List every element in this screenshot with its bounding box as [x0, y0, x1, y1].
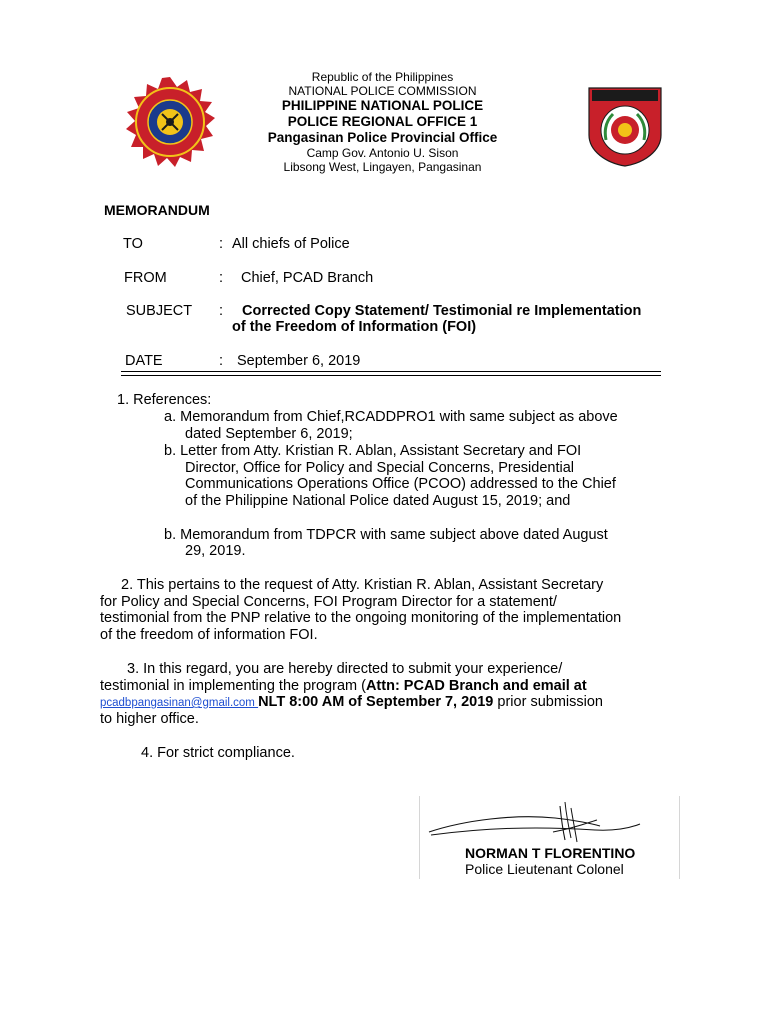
date-label: DATE: [125, 353, 163, 369]
ref-b-line-1: b. Letter from Atty. Kristian R. Ablan, Assistant Secretary and FOI: [164, 443, 582, 459]
date-value: September 6, 2019: [237, 353, 361, 369]
to-colon: :: [219, 236, 224, 252]
address-line: Libsong West, Lingayen, Pangasinan: [283, 160, 482, 174]
email-link[interactable]: pcadbpangasinan@gmail.com: [100, 697, 259, 709]
date-colon: :: [219, 353, 224, 369]
pnp-line: PHILIPPINE NATIONAL POLICE: [281, 98, 484, 113]
para3-line-2: [100, 678, 660, 695]
para3-line-4: to higher office.: [100, 711, 199, 727]
pnp-seal-logo: [125, 77, 215, 167]
ref-b-line-2: Director, Office for Policy and Special Concerns, Presidential: [185, 460, 574, 476]
references-heading: 1. References:: [117, 392, 212, 408]
para3-line-3-tail: prior submission: [493, 694, 603, 710]
ref-c-line-2: 29, 2019.: [185, 543, 246, 559]
signatory-rank: Police Lieutenant Colonel: [465, 861, 624, 877]
ref-a-line-2: dated September 6, 2019;: [185, 426, 353, 442]
letterhead: [230, 70, 535, 174]
para2-line-2: for Policy and Special Concerns, FOI Program Director for a statement/: [100, 594, 557, 610]
para3-line-1: 3. In this regard, you are hereby directed to submit your experience/: [127, 661, 563, 677]
from-value: Chief, PCAD Branch: [241, 270, 374, 286]
para3-line-3: [100, 694, 603, 712]
regional-office-line: POLICE REGIONAL OFFICE 1: [287, 114, 478, 129]
provincial-office-line: Pangasinan Police Provincial Office: [267, 130, 498, 145]
header-divider: [121, 371, 661, 376]
subject-colon: :: [219, 303, 224, 319]
camp-line: Camp Gov. Antonio U. Sison: [306, 146, 459, 160]
to-label: TO: [123, 236, 143, 252]
para2-line-1: 2. This pertains to the request of Atty. Kristian R. Ablan, Assistant Secretary: [121, 577, 604, 593]
ref-a-line-1: a. Memorandum from Chief,RCADDPRO1 with same subject as above: [164, 409, 618, 425]
memo-title: MEMORANDUM: [104, 202, 210, 218]
para2-line-3: testimonial from the PNP relative to the ongoing monitoring of the implementation: [100, 610, 622, 626]
ref-b-line-4: of the Philippine National Police dated August 15, 2019; and: [185, 493, 571, 509]
subject-label: SUBJECT: [126, 303, 193, 319]
ref-b-line-3: Communications Operations Office (PCOO) addressed to the Chief: [185, 476, 616, 492]
signatory-name: NORMAN T FLORENTINO: [465, 845, 636, 861]
commission-line: NATIONAL POLICE COMMISSION: [288, 84, 477, 98]
para4: 4. For strict compliance.: [141, 745, 295, 761]
subject-line-1: Corrected Copy Statement/ Testimonial re Implementation: [242, 303, 642, 319]
ref-c-line-1: b. Memorandum from TDPCR with same subject above dated August: [164, 527, 608, 543]
to-value: All chiefs of Police: [232, 236, 350, 252]
para3-deadline: NLT 8:00 AM of September 7, 2019: [258, 694, 494, 710]
signature-scribble: [425, 798, 675, 848]
pangasinan-ppo-logo: [586, 85, 664, 167]
para3-line-2-text: testimonial in implementing the program (: [100, 678, 366, 694]
from-colon: :: [219, 270, 224, 286]
subject-line-2: of the Freedom of Information (FOI): [232, 319, 477, 335]
republic-line: Republic of the Philippines: [311, 70, 454, 84]
para3-attn: Attn: PCAD Branch and email at: [365, 678, 587, 694]
from-label: FROM: [124, 270, 167, 286]
para2-line-4: of the freedom of information FOI.: [100, 627, 318, 643]
